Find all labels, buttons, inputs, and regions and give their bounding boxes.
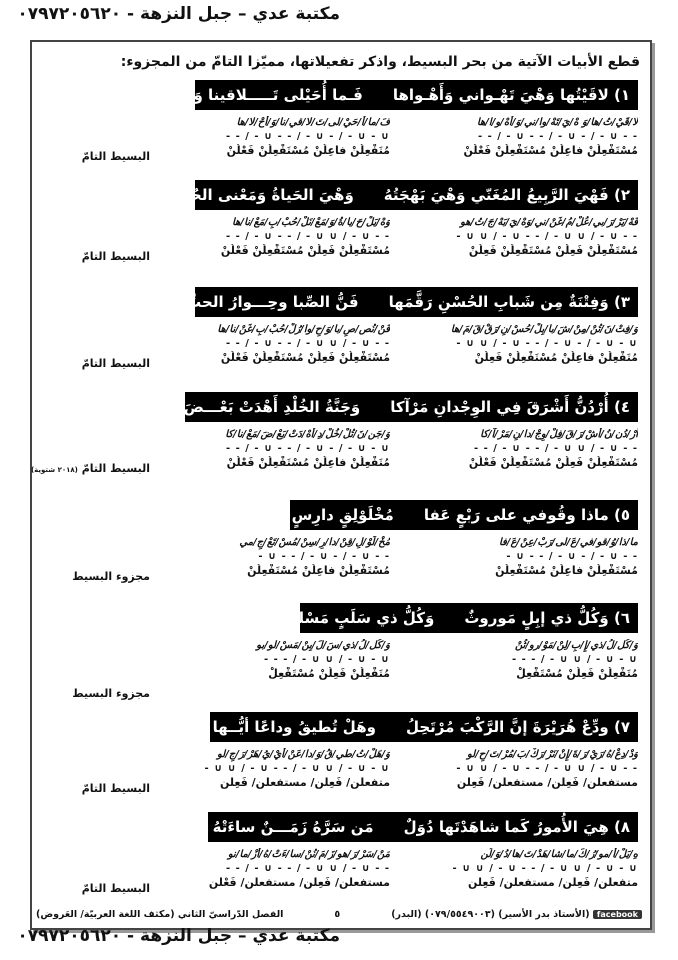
sadr-analysis [408,536,638,578]
meter-label: البسيط التامّ [81,357,150,370]
verse-section [0,812,678,912]
sadr-analysis [408,748,638,790]
feet: مُتَفْعِلُنْ فاعِلُنْ مُسْتَفْعِلُنْ فَعْلُنْ [226,144,390,157]
facebook-icon: facebook [593,910,642,919]
header-library: مكتبة عدي – جبل النزهة - ٠٧٩٧٢٠٥٦٢٠ [17,4,340,24]
syllable-cut: وَدْ/دِعْ/هُ/رَيْ/رَ/ةَ/إِنْ/نَرْ/رَكْ/بَ/مُرْ/تَ/حِ/لو [466,749,638,760]
syllable-cut: وَ/كُل/لُ/ذي/سَ/لَ/بِنْ/مَسْ/لو/بو [256,640,390,651]
verse-section [0,80,678,180]
feet: مُسْتَفْعِلُنْ فاعِلُنْ مُسْتَفْعِلُنْ [247,564,390,577]
verse-ajuz: وَهْيَ الحَياةُ وَمَعْنى الحُبِّ مَعْناها [124,186,354,204]
meter-label: البسيط التامّ (٢٠١٨ شتوية) [30,462,150,475]
ajuz-analysis [190,848,390,890]
prosody-symbols: - - ∪ - / ∪ ∪ - / - - ∪ - / ∪ ∪ - [456,763,638,774]
ajuz-analysis [190,639,390,681]
feet: مُتَفْعِلُنْ فاعِلُنْ مُسْتَفْعِلُنْ فَعِلُنْ [474,351,638,364]
verse-bar [124,180,638,210]
meter-label: مجزوء البسيط [72,570,150,583]
verse-ajuz: فَـما أُحَيْلى تَـــــلاقينا وَأَحْلاها [150,86,363,104]
prosody-symbols: - - ∪ - / - ∪ - / - - ∪ - / - - [477,131,638,142]
verse-bar [150,80,638,110]
feet: مستفعلن/ فَعِلن/ مستفعلن/ فَعِلن [456,776,638,789]
verse-section [0,500,678,600]
feet: مُسْتَفْعِلُنْ فَعِلُنْ مُسْتَفْعِلُنْ فَعِلُنْ [468,244,638,257]
verse-sadr: ٦) وَكُلُّ ذي إبِلٍ مَوروثٌ [464,609,630,627]
ajuz-analysis [190,536,390,578]
prosody-symbols: - - ∪ - / ∪ ∪ - / - - ∪ - / - - [225,863,390,874]
verse-ajuz: وَكُلُّ ذي سَلَبٍ مَسْلوبُ [273,609,435,627]
prosody-symbols: ∪ - ∪ - / ∪ ∪ - / - - ∪ - / ∪ ∪ - [204,763,390,774]
sadr-analysis [408,116,638,158]
syllable-cut: لا/قَيْ/تُ/ها/وَ هْ/يَ/تَهْ/وا/ني/وَ/أَهْ/و/ا/ها [476,117,638,128]
syllable-cut: مَنْ/سَرْ/رَ/هو/زَ/مَ/نُنْ/سا/ءَتْ/هُ/أَزْ/ما/نو [227,849,390,860]
syllable-cut: فَ/ما/أُ/حَيْ/لى/تَ/لا/قي/نا/وَ/أَحْ/لا/ها [236,117,390,128]
feet: مُسْتَفْعِلُنْ فَعِلُنْ مُسْتَفْعِلُنْ فَعْلُنْ [220,244,390,257]
ajuz-analysis [190,748,390,790]
verse-sadr: ٢) فَهْيَ الرَّبِيعُ المُغَنّي وَهْيَ بَهْجَتُهُ [383,186,630,204]
footer-author: facebook (الأستاذ بدر الأسير) (٠٧٩/٥٥٤٩٠٠٣) (البدر) [391,909,642,920]
verse-section [0,392,678,492]
prosody-symbols: - - ∪ - / - ∪ - / - - ∪ - [506,551,638,562]
prosody-symbols: - - ∪ - / ∪ ∪ - / - - ∪ - / - - [225,231,390,242]
prosody-symbols: ∪ - ∪ - / - ∪ - / - - ∪ - / ∪ ∪ - [456,338,638,349]
verse-section [0,180,678,280]
sadr-analysis [408,848,638,890]
syllable-cut: هِ/يَلْ/أُ/مو/رُ/كَ/ما/شا/هَدْ/تَ/ها/دُ/وَ/لُن [480,849,638,860]
verse-sadr: ١) لاقَيْتُها وَهْيَ تَهْـواني وَأَهْـواها [392,86,630,104]
exam-note: (٢٠١٨ شتوية) [30,466,78,474]
feet: مُسْتَفْعِلُنْ فَعِلُنْ مُسْتَفْعِلُنْ فَعْلُنْ [220,351,390,364]
prosody-symbols: ∪ - ∪ - / ∪ ∪ - / - - - [512,654,638,665]
meter-label: البسيط التامّ [81,782,150,795]
page-number: ٥ [334,909,341,920]
verse-sadr: ٣) وَفِتْنَةٌ مِن شَبابِ الحُسْنِ رَقَّمَها [388,293,630,311]
feet: مُتَفْعِلُنْ فاعِلُنْ مُسْتَفْعِلُنْ فَعْلُنْ [226,456,390,469]
meter-label: مجزوء البسيط [72,687,150,700]
verse-ajuz: فَنُّ الصِّبا وحِـــوارُ الحبِّ غَنّاها [142,293,359,311]
verse-ajuz: وهَلْ تُطيقُ وداعًا أيُّــها الرَّجلُ [163,718,376,736]
prosody-symbols: - - ∪ - / - ∪ - / - - ∪ - [258,551,390,562]
feet: متفعلن/ فَعِلن/ مستفعلن/ فَعِلن [468,876,638,889]
ajuz-analysis [190,116,390,158]
feet: مُتَفْعِلُنْ فَعِلُنْ مُسْتَفْعِلْ [268,667,390,680]
sadr-analysis [408,639,638,681]
syllable-cut: وَ/هَلْ/تُ/طي/قُ/وَ/دا/عَنْ/أَيْ/يُ/هَرْ/رَ/جِ/لو [217,749,390,760]
verse-sadr: ٥) ماذا وقُوفي على رَبْعٍ عَفا [423,506,630,524]
feet: مُسْتَفْعِلُنْ فاعِلُنْ مُسْتَفْعِلُنْ [495,564,638,577]
feet: مُتَفْعِلُنْ فَعِلُنْ مُسْتَفْعِلْ [516,667,638,680]
verse-section [0,603,678,703]
sadr-analysis [408,428,638,470]
syllable-cut: فَنْ/نُص/صِ/با/وَ/حِ/وا/رُلْ/حُبْ/بِ/غَنْ/نا/ها [217,324,390,335]
prosody-symbols: ∪ - ∪ - / ∪ ∪ - / - - - [264,654,390,665]
footer-course: الفصل الدّراسيّ الثاني (مكثف اللغة العربيّة/ العَروض) [36,909,284,920]
verse-bar [165,812,638,842]
exercise-title: قطع الأبيات الآتية من بحر البسيط، واذكر تفعيلاتها، مميّزا التامّ من المجزوء: [120,54,640,70]
ajuz-analysis [190,428,390,470]
prosody-symbols: - - ∪ - / ∪ ∪ - / - - ∪ - / - - [225,338,390,349]
verse-sadr: ٤) أُرْدُنُّ أَشْرَقَ فِي الوِجْدانِ مَرْآكا [390,398,630,416]
syllable-cut: وَ/كُل/لُ/ذي/إِ/بِ/لِنْ/مَوْ/رو/ثُنْ [514,640,638,651]
syllable-cut: ما/ذا/وُ/قو/في/عَ/لى/رَبْ/عِنْ/عَ/فا [498,537,638,548]
verse-bar [163,712,638,742]
feet: مُسْتَفْعِلُنْ فاعِلُنْ مُسْتَفْعِلُنْ فَعْلُنْ [463,144,638,157]
prosody-symbols: ∪ - ∪ - / - ∪ - / - - ∪ - / - - [225,131,390,142]
verse-section [0,287,678,387]
meter-label: البسيط التامّ [81,250,150,263]
feet: مُسْتَفْعِلُنْ فَعِلُنْ مُسْتَفْعِلُنْ فَعْلُنْ [468,456,638,469]
meter-label: البسيط التامّ [81,150,150,163]
syllable-cut: مُخْ/لَوْ/لِ/قِنْ/دا/رِ/سِنْ/مُسْ/تَعْ/جِ/مي [239,537,390,548]
footer-library: مكتبة عدي – جبل النزهة - ٠٧٩٧٢٠٥٦٢٠ [17,926,340,946]
syllable-cut: وَ/جَن/نَ/تُلْ/خُلْ/دِ/أَهْ/دَتْ/بَعْ/ضَ/مَعْ/نا/كا [225,429,390,440]
verse-bar [273,603,638,633]
verse-sadr: ٧) ودِّعْ هُرَيْرَةَ إنَّ الرَّكْبَ مُرْتَحِلُ [405,718,630,736]
verse-bar [142,287,638,317]
footer [36,909,642,920]
prosody-symbols: - - ∪ - / ∪ ∪ - / - - ∪ - / - - [473,443,638,454]
syllable-cut: أُرْ/دُن/نُ/أَشْ/رَ/قَ/فِلْ/وِجْ/دا/نِ/مَرْ/آ/كا [480,429,638,440]
verse-ajuz: وَجَنَّةُ الخُلْدِ أَهْدَتْ بَعْـــضَ مَعْناكا [134,398,361,416]
prosody-symbols: - - ∪ - / ∪ ∪ - / - - ∪ - / ∪ ∪ - [456,231,638,242]
sadr-analysis [408,216,638,258]
syllable-cut: وَهْ/يَلْ/حَ/يا/ةُ/وَ/مَعْ/نَلْ/حُبْ/بِ/مَعْ/نا/ها [232,217,390,228]
verse-ajuz: مُخْلَوْلِقٍ دارِسٍ مُسْتَعجِمِ [224,506,394,524]
feet: متفعلن/ فَعِلن/ مستفعلن/ فَعِلن [220,776,390,789]
verse-section [0,712,678,812]
ajuz-analysis [190,323,390,365]
sadr-analysis [408,323,638,365]
meter-label: البسيط التامّ [81,882,150,895]
prosody-symbols: ∪ - ∪ - / ∪ ∪ - / - - ∪ - / ∪ ∪ - [452,863,638,874]
feet: مستفعلن/ فَعِلن/ مستفعلن/ فَعْلن [208,876,390,889]
syllable-cut: فَهْ/يَرْ/رَ/بي/عُلْ/مُ/غَنْ/ني/وَهْ/يَ/بَهْ/جَ/تُ/هو [460,217,638,228]
syllable-cut: وَ/فِتْ/نَ/تُنْ/مِنْ/شَ/با/بِلْ/حُسْ/نِ/رَقْ/قَ/مَ/ها [450,324,638,335]
prosody-symbols: ∪ - ∪ - / - ∪ - / - - ∪ - / - - [225,443,390,454]
verse-bar [224,500,638,530]
verse-sadr: ٨) هِيَ الأُمورُ كَما شاهَدْتَها دُوَلٌ [403,818,630,836]
verse-bar [134,392,638,422]
verse-ajuz: مَن سَرَّهُ زَمَـــنٌ ساءَتْهُ أَزْمانُ [165,818,374,836]
ajuz-analysis [190,216,390,258]
